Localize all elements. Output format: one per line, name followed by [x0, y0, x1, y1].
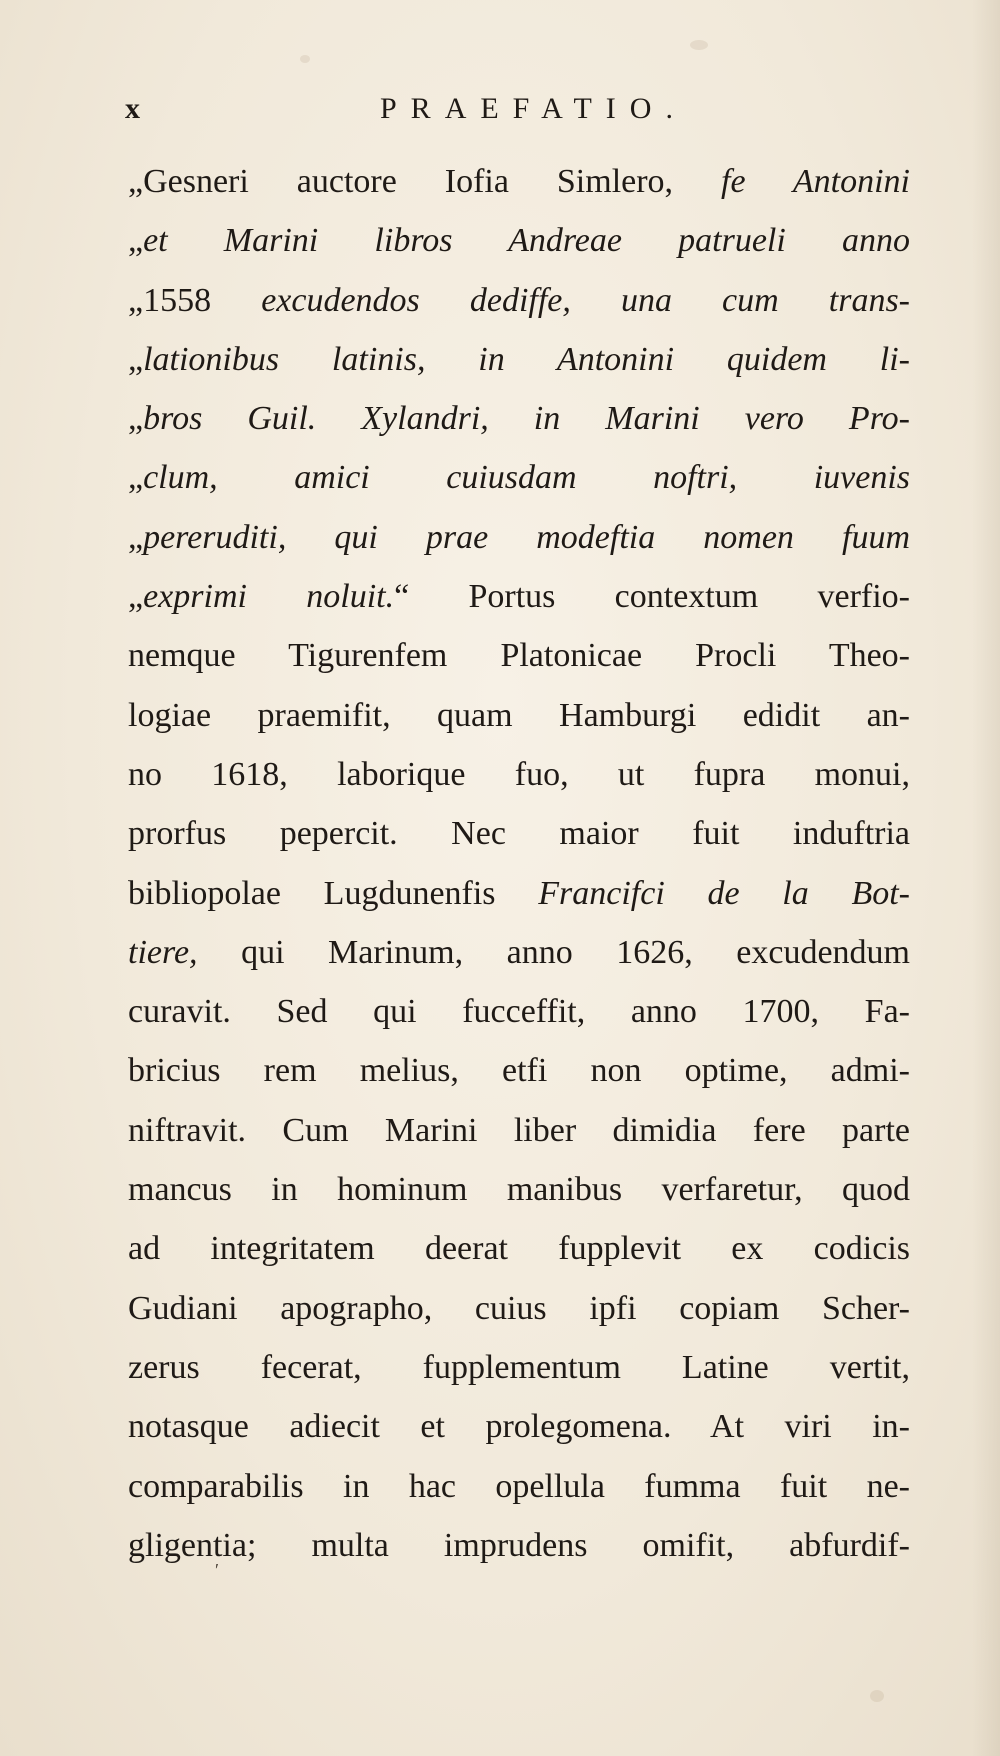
italic-text: tiere,: [128, 933, 198, 971]
text-line: [128, 1219, 910, 1278]
roman-text: „: [128, 518, 144, 556]
roman-text: no 1618, laborique fuo, ut fupra monui,: [128, 755, 910, 793]
italic-text: clum, amici cuiusdam noftri, iuvenis: [143, 459, 910, 497]
italic-text: excudendos dediffe, una cum trans-: [261, 281, 910, 319]
text-line: [128, 686, 910, 745]
text-line: [128, 508, 910, 567]
text-line: [128, 1516, 910, 1575]
text-line: [128, 1338, 910, 1397]
roman-text: Gudiani apographo, cuius ipfi copiam Scher-: [128, 1289, 910, 1327]
roman-text: „1558: [128, 281, 262, 319]
italic-text: bros Guil. Xylandri, in Marini vero Pro-: [143, 400, 910, 438]
roman-text: niftravit. Cum Marini liber dimidia fere parte: [128, 1111, 910, 1149]
text-line: [128, 271, 910, 330]
roman-text: „: [128, 400, 144, 438]
roman-text: notasque adiecit et prolegomena. At viri in-: [128, 1408, 910, 1446]
text-line: [128, 923, 910, 982]
roman-text: bibliopolae Lugdunenfis: [128, 874, 539, 912]
italic-text: et Marini libros Andreae patrueli anno: [143, 222, 910, 260]
text-line: [128, 389, 910, 448]
paper-speck: [870, 1690, 884, 1702]
italic-text: exprimi noluit.: [143, 578, 395, 616]
roman-text: bricius rem melius, etfi non optime, admi-: [128, 1052, 910, 1090]
roman-text: mancus in hominum manibus verfaretur, quod: [128, 1171, 910, 1209]
running-title: PRAEFATIO.: [380, 92, 687, 125]
roman-text: curavit. Sed qui fucceffit, anno 1700, Fa-: [128, 993, 910, 1031]
italic-text: fe Antonini: [721, 163, 910, 200]
text-line: [128, 448, 910, 507]
text-line: [128, 1160, 910, 1219]
text-line: [128, 804, 910, 863]
roman-text: zerus fecerat, fupplementum Latine vertit,: [128, 1348, 910, 1386]
text-line: [128, 1397, 910, 1456]
roman-text: ad integritatem deerat fupplevit ex codicis: [128, 1230, 910, 1268]
roman-text: „Gesneri auctore Iofia Simlero,: [128, 163, 722, 200]
text-line: [128, 330, 910, 389]
roman-text: gligentia; multa imprudens omifit, abfurdif-: [128, 1526, 910, 1564]
page-edge-shadow: [972, 0, 1000, 1756]
body-text: [128, 152, 910, 1575]
text-line: [128, 1041, 910, 1100]
italic-text: lationibus latinis, in Antonini quidem li-: [143, 340, 910, 378]
roman-text: nemque Tigurenfem Platonicae Procli Theo-: [128, 637, 910, 675]
text-line: [128, 1101, 910, 1160]
text-line: [128, 152, 910, 211]
roman-text: „: [128, 340, 144, 378]
text-line: [128, 567, 910, 626]
italic-text: Francifci de la Bot-: [538, 874, 910, 912]
text-line: [128, 745, 910, 804]
page-number: x: [125, 92, 141, 125]
text-line: [128, 864, 910, 923]
roman-text: logiae praemifit, quam Hamburgi edidit an-: [128, 696, 910, 734]
italic-text: pereruditi, qui prae modeftia nomen fuum: [143, 518, 910, 556]
roman-text: „: [128, 459, 144, 497]
printer-mark: ′: [215, 1560, 219, 1580]
roman-text: comparabilis in hac opellula fumma fuit ne-: [128, 1467, 910, 1505]
roman-text: prorfus pepercit. Nec maior fuit induftria: [128, 815, 910, 853]
roman-text: qui Marinum, anno 1626, excudendum: [197, 933, 910, 971]
text-line: [128, 1279, 910, 1338]
text-line: [128, 982, 910, 1041]
text-line: [128, 626, 910, 685]
paper-speck: [300, 55, 310, 63]
roman-text: „: [128, 222, 144, 260]
roman-text: „: [128, 578, 144, 616]
paper-speck: [690, 40, 708, 50]
page-header: [125, 92, 905, 132]
text-line: [128, 1457, 910, 1516]
roman-text: “ Portus contextum verfio-: [394, 578, 910, 616]
text-line: [128, 211, 910, 270]
